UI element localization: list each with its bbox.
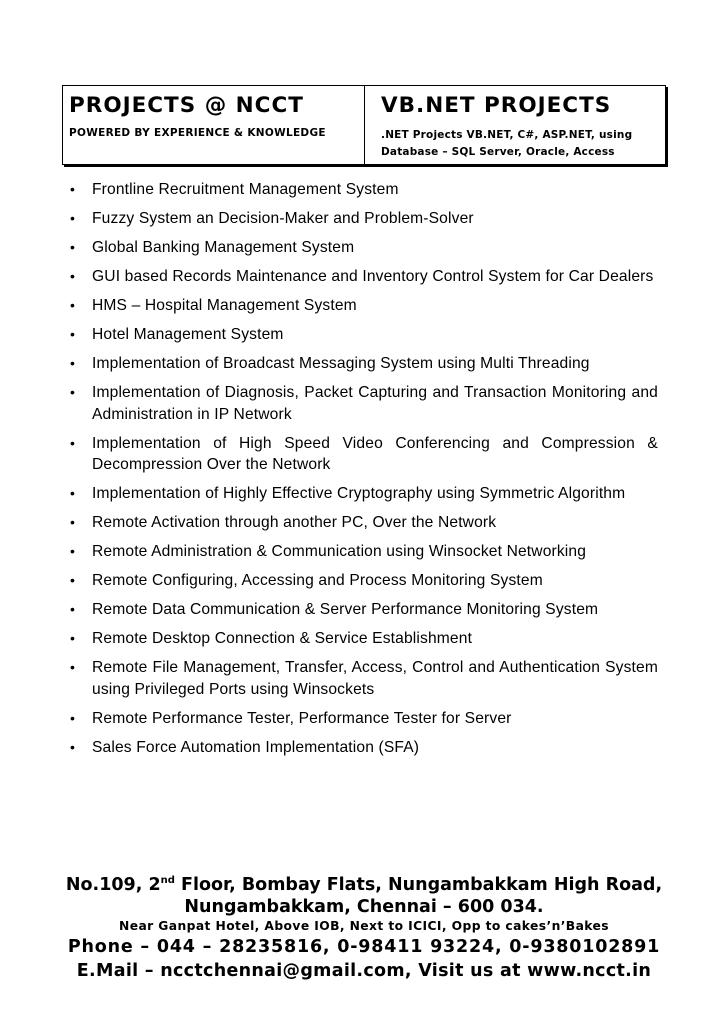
bullet-icon: • [70, 326, 76, 342]
header-left-subtitle: POWERED BY EXPERIENCE & KNOWLEDGE [69, 127, 326, 139]
project-list-item [70, 324, 658, 346]
bullet-icon: • [70, 355, 76, 371]
header-right-subtitle [381, 127, 659, 161]
project-title: Implementation of Diagnosis, Packet Capturing and Transaction Monitoring and Administration in IP Network [92, 384, 658, 423]
project-title: Implementation of Broadcast Messaging System using Multi Threading [92, 355, 590, 372]
project-list-item [70, 708, 658, 730]
address-prefix: No.109, 2 [65, 874, 161, 895]
project-title: Fuzzy System an Decision-Maker and Problem-Solver [92, 210, 474, 227]
header-right-cell [365, 86, 665, 164]
bullet-icon: • [70, 572, 76, 588]
project-list-item [70, 266, 658, 288]
project-list-item [70, 483, 658, 505]
header-box [62, 85, 666, 165]
header-right-subtitle-line2: Database – SQL Server, Oracle, Access [381, 146, 615, 158]
project-title: Remote Performance Tester, Performance Tester for Server [92, 709, 512, 727]
project-list-item [70, 570, 658, 592]
project-list-item [70, 541, 658, 563]
phone-line: Phone – 044 – 28235816, 0-98411 93224, 0-9380102891 [67, 936, 661, 957]
project-title: Remote Desktop Connection & Service Establishment [92, 630, 473, 647]
project-list-item [70, 237, 658, 259]
project-title: Remote Configuring, Accessing and Process Monitoring System [92, 572, 543, 589]
project-title: HMS – Hospital Management System [92, 297, 357, 314]
email-line: E.Mail – ncctchennai@gmail.com, Visit us at www.ncct.in [76, 960, 652, 981]
project-list-item [70, 179, 658, 201]
bullet-icon: • [70, 268, 76, 284]
project-title: Implementation of Highly Effective Cryptography using Symmetric Algorithm [92, 485, 626, 502]
bullet-icon: • [70, 434, 76, 451]
bullet-icon: • [70, 738, 76, 755]
bullet-icon: • [70, 239, 76, 255]
project-list-item [70, 208, 658, 230]
project-list-item [70, 628, 658, 650]
bullet-icon: • [70, 543, 76, 559]
project-list-item [70, 599, 658, 621]
bullet-icon: • [70, 514, 76, 530]
address-line1 [62, 870, 666, 896]
footer-contact [62, 870, 666, 982]
project-list-item [70, 295, 658, 317]
project-list-item [70, 657, 658, 700]
project-list-item [70, 353, 658, 375]
header-left-cell [63, 86, 365, 164]
header-right-subtitle-line1: .NET Projects VB.NET, C#, ASP.NET, using [381, 129, 633, 141]
bullet-icon: • [70, 297, 76, 313]
project-list [70, 179, 658, 766]
bullet-icon: • [70, 210, 76, 226]
address-suffix: Floor, Bombay Flats, Nungambakkam High Road, [174, 874, 663, 895]
project-title: Frontline Recruitment Management System [92, 181, 399, 198]
bullet-icon: • [70, 659, 76, 675]
project-list-item [70, 512, 658, 534]
project-title: Sales Force Automation Implementation (SFA) [92, 738, 420, 756]
project-title: Remote Data Communication & Server Performance Monitoring System [92, 601, 599, 618]
header-right-title: VB.NET PROJECTS [381, 93, 612, 118]
project-title: Remote Administration & Communication using Winsocket Networking [92, 543, 587, 560]
bullet-icon: • [70, 709, 76, 726]
project-title: Remote Activation through another PC, Over the Network [92, 514, 497, 531]
bullet-icon: • [70, 485, 76, 501]
bullet-icon: • [70, 630, 76, 646]
project-list-item [70, 433, 658, 476]
project-title: Remote File Management, Transfer, Access, Control and Authentication System using Privileged Ports using Winsockets [92, 659, 658, 698]
project-title: Hotel Management System [92, 326, 284, 343]
header-left-title: PROJECTS @ NCCT [69, 93, 304, 118]
project-title: Implementation of High Speed Video Conferencing and Compression & Decompression Over the Network [92, 434, 658, 473]
project-list-item [70, 382, 658, 425]
address-superscript: nd [160, 875, 175, 886]
bullet-icon: • [70, 181, 76, 197]
bullet-icon: • [70, 384, 76, 400]
landmark-line: Near Ganpat Hotel, Above IOB, Next to ICICI, Opp to cakes’n’Bakes [119, 918, 609, 933]
project-title: Global Banking Management System [92, 239, 355, 256]
project-list-item [70, 737, 658, 759]
bullet-icon: • [70, 601, 76, 617]
address-line2: Nungambakkam, Chennai – 600 034. [184, 896, 544, 917]
project-title: GUI based Records Maintenance and Inventory Control System for Car Dealers [92, 268, 654, 285]
